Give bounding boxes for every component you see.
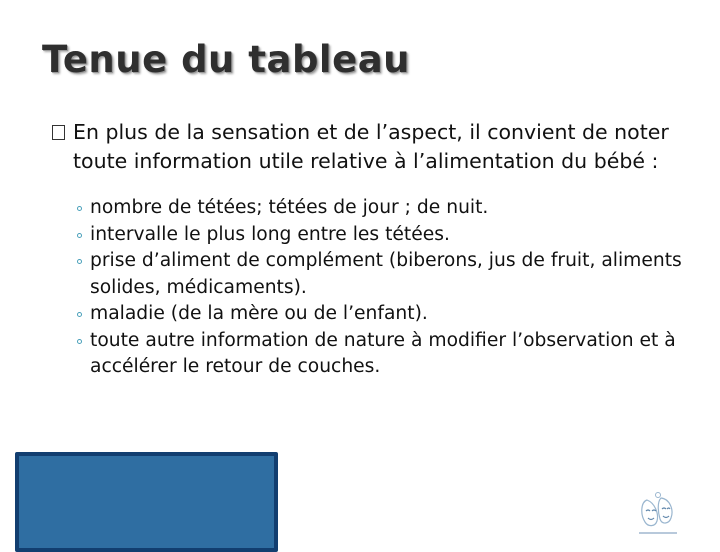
main-bullet-text: En plus de la sensation et de l’aspect, il convient de noter toute information utile relative à l’alimentation du bébé : bbox=[73, 120, 669, 173]
ring-bullet-icon bbox=[77, 233, 82, 238]
list-item bbox=[52, 248, 692, 301]
ring-bullet-icon bbox=[77, 339, 82, 344]
sub-bullet-list bbox=[52, 195, 692, 381]
ring-bullet-icon bbox=[77, 259, 82, 264]
list-item-text: nombre de tétées; tétées de jour ; de nuit. bbox=[90, 197, 489, 218]
ring-bullet-icon bbox=[77, 206, 82, 211]
ring-bullet-icon bbox=[77, 312, 82, 317]
list-item bbox=[52, 222, 692, 249]
square-box-icon bbox=[52, 125, 65, 140]
list-item bbox=[52, 195, 692, 222]
main-bullet bbox=[52, 118, 692, 176]
list-item bbox=[52, 328, 692, 381]
list-item-text: toute autre information de nature à modifier l’observation et à accélérer le retour de couches. bbox=[90, 329, 676, 377]
list-item-text: maladie (de la mère ou de l’enfant). bbox=[90, 303, 428, 324]
faces-logo-icon bbox=[633, 490, 683, 538]
slide-title: Tenue du tableau bbox=[42, 38, 411, 81]
list-item bbox=[52, 301, 692, 328]
slide-content bbox=[52, 118, 692, 381]
list-item-text: intervalle le plus long entre les tétées. bbox=[90, 223, 450, 245]
decorative-blue-box bbox=[15, 452, 278, 552]
list-item-text: prise d’aliment de complément (biberons, jus de fruit, aliments solides, médicaments). bbox=[90, 250, 682, 298]
